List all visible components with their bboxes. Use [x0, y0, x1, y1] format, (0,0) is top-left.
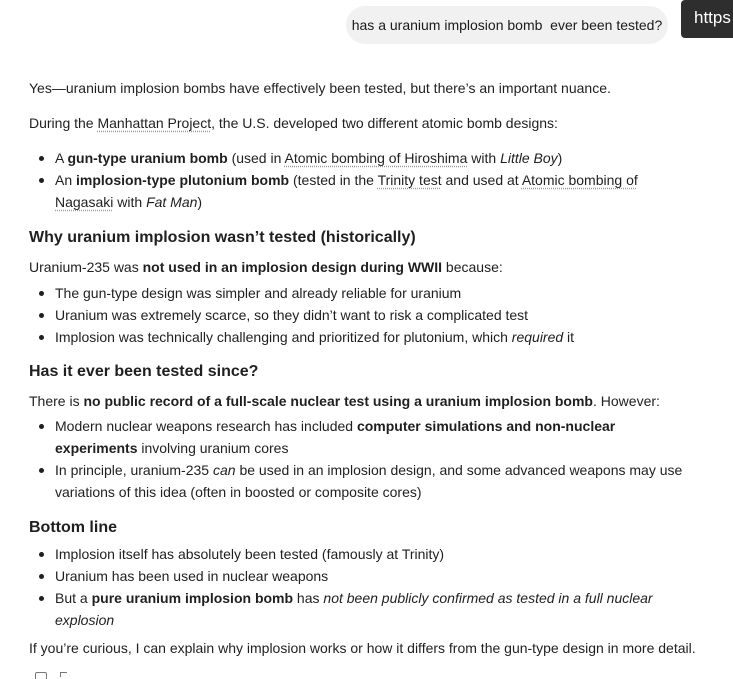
- list-item: [29, 415, 719, 459]
- list-item: The gun-type design was simpler and already reliable for uranium: [29, 282, 719, 304]
- list-item: Implosion itself has absolutely been tested (famously at Trinity): [29, 543, 719, 565]
- text: . However:: [593, 393, 660, 409]
- text: Modern nuclear weapons research has included: [55, 418, 357, 434]
- text: Implosion was technically challenging and prioritized for plutonium, which: [55, 329, 512, 345]
- italic-text: not been publicly confirmed as tested in a full nuclear: [323, 590, 653, 606]
- text: (used in: [227, 150, 285, 166]
- since-list: [29, 415, 719, 503]
- text: A: [55, 150, 68, 166]
- heading-why-not-tested: Why uranium implosion wasn’t tested (historically): [29, 229, 416, 246]
- user-message-bubble: [346, 6, 668, 44]
- list-item: Uranium was extremely scarce, so they didn’t want to risk a complicated test: [29, 304, 719, 326]
- text: and used at: [441, 172, 522, 188]
- paragraph-no-public-record: [29, 391, 660, 411]
- text: An: [55, 172, 77, 188]
- italic-text: Fat Man: [146, 194, 198, 210]
- text: , the U.S. developed two different atomic bomb designs:: [211, 115, 558, 131]
- copy-icon[interactable]: [35, 672, 47, 679]
- text: has: [293, 590, 324, 606]
- bold-text: no public record of a full-scale nuclear test using a uranium implosion bomb: [83, 393, 593, 409]
- link-manhattan-project[interactable]: Manhattan Project: [97, 115, 212, 131]
- user-message-text: has a uranium implosion bomb ever been tested?: [351, 17, 663, 33]
- text: with: [467, 150, 501, 166]
- reasons-list: [29, 282, 719, 348]
- designs-list: [29, 147, 719, 213]
- text: ): [197, 194, 203, 210]
- list-item: [29, 459, 719, 503]
- text: it: [563, 329, 575, 345]
- heading-bottom-line: Bottom line: [29, 519, 117, 536]
- text: involving uranium cores: [137, 440, 289, 456]
- text: (tested in the: [289, 172, 378, 188]
- text: In principle, uranium-235: [55, 462, 213, 478]
- link-nagasaki[interactable]: Atomic bombing of: [521, 172, 638, 188]
- bold-text: not used in an implosion design during WWII: [142, 259, 443, 275]
- heading-tested-since: Has it ever been tested since?: [29, 363, 259, 380]
- italic-text: required: [511, 329, 564, 345]
- paragraph-uranium-235: [29, 257, 503, 277]
- bold-text: pure uranium implosion bomb: [91, 590, 294, 606]
- text: There is: [29, 393, 84, 409]
- url-chip[interactable]: https: [681, 0, 733, 38]
- text: be used in an implosion design, and some advanced weapons may use: [235, 462, 683, 478]
- closing-text: If you’re curious, I can explain why implosion works or how it differs from the gun-type design in more detail.: [29, 640, 696, 656]
- italic-text: can: [212, 462, 236, 478]
- italic-text: Little Boy: [500, 150, 558, 166]
- intro-text: Yes—uranium implosion bombs have effectively been tested, but there’s an important nuance.: [29, 80, 611, 96]
- bold-text: computer simulations and non-nuclear: [356, 418, 616, 434]
- bottom-line-list: [29, 543, 719, 631]
- text: with: [113, 194, 147, 210]
- link-trinity-test[interactable]: Trinity test: [377, 172, 442, 188]
- text: ): [557, 150, 563, 166]
- bold-text: implosion-type plutonium bomb: [76, 172, 290, 188]
- list-item: [29, 326, 719, 348]
- text: variations of this idea (often in boosted or composite cores): [55, 484, 422, 500]
- text: Uranium-235 was: [29, 259, 143, 275]
- paragraph-designs: [29, 113, 558, 133]
- text: because:: [442, 259, 503, 275]
- link-nagasaki-cont[interactable]: Nagasaki: [55, 194, 114, 210]
- italic-text: explosion: [55, 612, 115, 628]
- text: But a: [55, 590, 92, 606]
- list-item: Uranium has been used in nuclear weapons: [29, 565, 719, 587]
- list-item: [29, 169, 719, 213]
- list-item: [29, 587, 719, 631]
- link-hiroshima[interactable]: Atomic bombing of Hiroshima: [284, 150, 468, 166]
- bold-text: experiments: [55, 440, 138, 456]
- text: During the: [29, 115, 98, 131]
- bold-text: gun-type uranium bomb: [67, 150, 228, 166]
- list-item: [29, 147, 719, 169]
